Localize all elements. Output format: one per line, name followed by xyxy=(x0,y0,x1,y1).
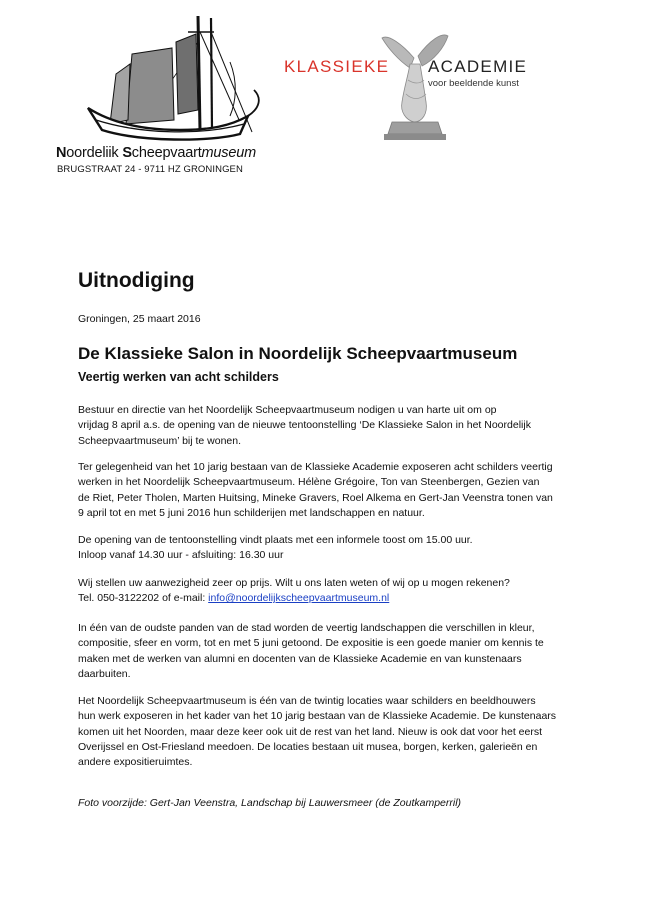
page-title: Uitnodiging xyxy=(78,269,195,292)
paragraph-line: komen uit het Noorden, maar deze keer ook uit de rest van het land. Nieuw is ook dat voor het eerst xyxy=(78,725,543,738)
paragraph-line: Overijssel en Ost-Friesland meedoen. De locaties bestaan uit musea, borgen, kerken, galerieën en xyxy=(78,740,538,753)
museum-logo xyxy=(56,12,266,180)
paragraph-artists xyxy=(78,460,553,521)
paragraph-line: Scheepvaartmuseum’ bij te wonen. xyxy=(78,434,242,447)
paragraph-line: 9 april tot en met 5 juni 2016 hun schilderijen met landschappen en natuur. xyxy=(78,506,425,519)
ship-icon xyxy=(80,12,280,147)
paragraph-line: De opening van de tentoonstelling vindt plaats met een informele toost om 15.00 uur. xyxy=(78,534,473,546)
paragraph-line: Bestuur en directie van het Noordelijk Scheepvaartmuseum nodigen u van harte uit om op xyxy=(78,404,497,416)
photo-caption: Foto voorzijde: Gert-Jan Veenstra, Landschap bij Lauwersmeer (de Zoutkamperril) xyxy=(78,797,462,809)
academie-name-left: KLASSIEKE xyxy=(284,57,390,76)
exhibition-subtitle: Veertig werken van acht schilders xyxy=(78,370,279,384)
paragraph-line: Het Noordelijk Scheepvaartmuseum is één van de twintig locaties waar schilders en beeldhouwers xyxy=(78,695,536,707)
academie-logo xyxy=(284,30,544,150)
academie-tagline: voor beeldende kunst xyxy=(428,78,519,89)
paragraph-rsvp xyxy=(78,576,510,607)
paragraph-invitation xyxy=(78,403,531,449)
paragraph-line: Wij stellen uw aanwezigheid zeer op prijs. Wilt u ons laten weten of wij op u mogen rekenen? xyxy=(78,577,510,589)
exhibition-title: De Klassieke Salon in Noordelijk Scheepvaartmuseum xyxy=(78,344,518,363)
paragraph-line: Inloop vanaf 14.30 uur - afsluiting: 16.30 uur xyxy=(78,549,284,562)
paragraph-line: andere expositieruimtes. xyxy=(78,756,193,769)
paragraph-exposition xyxy=(78,621,544,682)
paragraph-opening xyxy=(78,533,473,564)
paragraph-line: de Riet, Peter Tholen, Marten Huitsing, Mineke Gravers, Roel Alkema en Gert-Jan Veenstra tonen van xyxy=(78,491,553,504)
paragraph-line: compositie, sfeer en vorm, tot en met 5 juni getoond. De expositie is een goede manier om kennis te xyxy=(78,637,544,650)
paragraph-line: maken met de werken van alumni en docenten van de Klassieke Academie en van kunstenaars xyxy=(78,652,522,665)
contact-line xyxy=(78,591,510,606)
paragraph-line: hun werk exposeren in het kader van het 10 jarig bestaan van de Klassieke Academie. De kunstenaars xyxy=(78,710,557,723)
letter-date: Groningen, 25 maart 2016 xyxy=(78,313,201,325)
email-link[interactable]: info@noordelijkscheepvaartmuseum.nl xyxy=(208,592,390,605)
contact-prefix: Tel. 050-3122202 of e-mail: xyxy=(78,592,209,605)
paragraph-line: In één van de oudste panden van de stad worden de veertig landschappen die verschillen in kleur, xyxy=(78,622,535,634)
museum-name: Noordeliik Scheepvaartmuseum xyxy=(56,145,256,161)
academie-name-right: ACADEMIE xyxy=(428,57,528,76)
paragraph-locations xyxy=(78,694,556,770)
museum-address: BRUGSTRAAT 24 - 9711 HZ GRONINGEN xyxy=(57,164,243,175)
paragraph-line: daarbuiten. xyxy=(78,667,131,680)
paragraph-line: werken in het Noordelijk Scheepvaartmuseum. Hélène Grégoire, Ton van Steenbergen, Gezien van xyxy=(78,476,540,489)
paragraph-line: Ter gelegenheid van het 10 jarig bestaan van de Klassieke Academie exposeren acht schilders veertig xyxy=(78,461,553,473)
paragraph-line: vrijdag 8 april a.s. de opening van de nieuwe tentoonstelling ‘De Klassieke Salon in het Noordelijk xyxy=(78,419,531,432)
